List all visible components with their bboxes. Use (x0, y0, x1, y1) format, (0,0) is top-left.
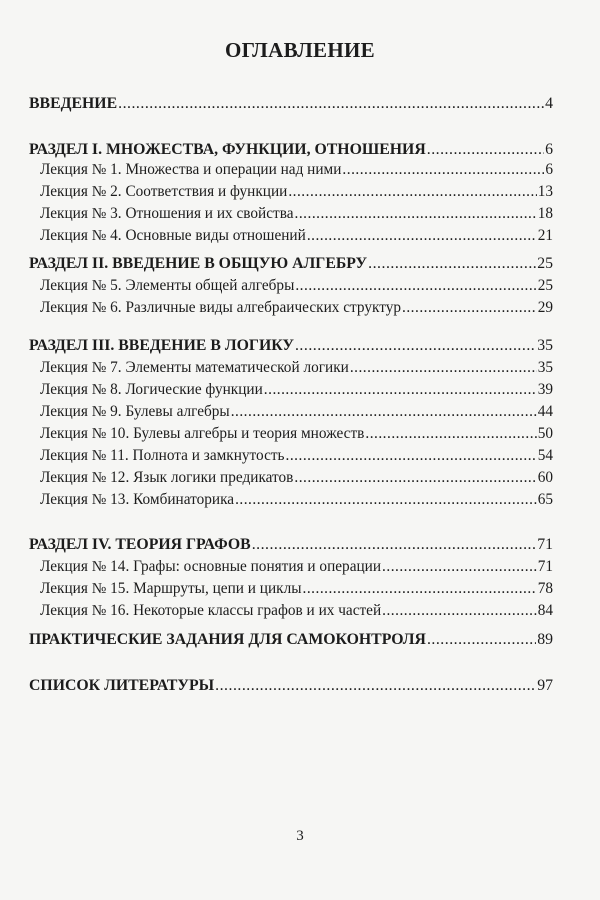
dot-leader (365, 424, 536, 444)
toc-lecture-entry (40, 490, 553, 510)
toc-section-entry (29, 140, 553, 160)
entry-label: ВВЕДЕНИЕ (29, 95, 118, 112)
toc-lecture-entry (40, 276, 553, 296)
dot-leader (427, 630, 536, 650)
dot-leader (231, 402, 537, 422)
entry-label: Лекция № 7. Элементы математической логики (40, 359, 349, 376)
toc-lecture-entry (40, 446, 553, 466)
toc-section-entry (29, 535, 553, 555)
dot-leader (368, 254, 536, 274)
toc-lecture-entry (40, 358, 553, 378)
entry-label: РАЗДЕЛ I. МНОЖЕСТВА, ФУНКЦИИ, ОТНОШЕНИЯ (29, 141, 426, 158)
entry-page: 44 (537, 403, 553, 420)
entry-page: 13 (537, 183, 553, 200)
entry-label: РАЗДЕЛ III. ВВЕДЕНИЕ В ЛОГИКУ (29, 337, 294, 354)
entry-page: 71 (537, 536, 553, 553)
entry-page: 4 (545, 95, 553, 112)
entry-page: 29 (537, 299, 553, 316)
dot-leader (307, 226, 537, 246)
entry-page: 65 (537, 491, 553, 508)
toc-lecture-entry (40, 160, 553, 180)
toc-section-entry (29, 630, 553, 650)
entry-label: Лекция № 2. Соответствия и функции (40, 183, 288, 200)
dot-leader (295, 276, 536, 296)
entry-label: Лекция № 6. Различные виды алгебраических структур (40, 299, 402, 316)
toc-lecture-entry (40, 226, 553, 246)
entry-label: Лекция № 5. Элементы общей алгебры (40, 277, 295, 294)
entry-page: 35 (537, 337, 553, 354)
toc-lecture-entry (40, 468, 553, 488)
toc-section-entry (29, 254, 553, 274)
entry-page: 71 (537, 558, 553, 575)
dot-leader (235, 490, 537, 510)
entry-label: СПИСОК ЛИТЕРАТУРЫ (29, 677, 215, 694)
dot-leader (286, 446, 537, 466)
toc-section-entry (29, 676, 553, 696)
entry-page: 6 (545, 161, 553, 178)
entry-page: 6 (545, 141, 553, 158)
toc-lecture-entry (40, 601, 553, 621)
toc-lecture-entry (40, 557, 553, 577)
entry-label: Лекция № 1. Множества и операции над ними (40, 161, 342, 178)
toc-section-entry (29, 336, 553, 356)
dot-leader (288, 182, 536, 202)
entry-label: Лекция № 15. Маршруты, цепи и циклы (40, 580, 302, 597)
entry-label: Лекция № 10. Булевы алгебры и теория множеств (40, 425, 365, 442)
dot-leader (215, 676, 536, 696)
entry-label: Лекция № 14. Графы: основные понятия и операции (40, 558, 382, 575)
dot-leader (382, 601, 537, 621)
entry-label: Лекция № 4. Основные виды отношений (40, 227, 306, 244)
entry-page: 60 (537, 469, 553, 486)
dot-leader (252, 535, 537, 555)
dot-leader (402, 298, 537, 318)
entry-label: Лекция № 13. Комбинаторика (40, 491, 235, 508)
dot-leader (342, 160, 544, 180)
toc-lecture-entry (40, 579, 553, 599)
toc-lecture-entry (40, 204, 553, 224)
entry-page: 35 (537, 359, 553, 376)
entry-label: Лекция № 9. Булевы алгебры (40, 403, 230, 420)
entry-page: 84 (537, 602, 553, 619)
toc-lecture-entry (40, 182, 553, 202)
dot-leader (294, 468, 536, 488)
dot-leader (118, 94, 544, 114)
dot-leader (295, 204, 537, 224)
page-title: ОГЛАВЛЕНИЕ (225, 38, 375, 62)
dot-leader (303, 579, 537, 599)
page-number: 3 (296, 828, 304, 844)
entry-label: Лекция № 12. Язык логики предикатов (40, 469, 294, 486)
entry-label: Лекция № 16. Некоторые классы графов и их частей (40, 602, 382, 619)
dot-leader (295, 336, 536, 356)
toc-lecture-entry (40, 402, 553, 422)
entry-page: 39 (537, 381, 553, 398)
entry-label: Лекция № 11. Полнота и замкнутость (40, 447, 285, 464)
dot-leader (382, 557, 537, 577)
entry-label: Лекция № 3. Отношения и их свойства (40, 205, 294, 222)
entry-label: ПРАКТИЧЕСКИЕ ЗАДАНИЯ ДЛЯ САМОКОНТРОЛЯ (29, 631, 426, 648)
entry-label: Лекция № 8. Логические функции (40, 381, 263, 398)
entry-page: 78 (537, 580, 553, 597)
toc-lecture-entry (40, 424, 553, 444)
entry-page: 21 (537, 227, 553, 244)
entry-page: 18 (537, 205, 553, 222)
entry-page: 54 (537, 447, 553, 464)
toc-lecture-entry (40, 380, 553, 400)
dot-leader (350, 358, 537, 378)
entry-page: 50 (537, 425, 553, 442)
toc-section-entry (29, 94, 553, 114)
entry-page: 89 (537, 631, 553, 648)
entry-label: РАЗДЕЛ IV. ТЕОРИЯ ГРАФОВ (29, 536, 251, 553)
dot-leader (264, 380, 537, 400)
dot-leader (427, 140, 544, 160)
toc-lecture-entry (40, 298, 553, 318)
entry-page: 25 (537, 255, 553, 272)
entry-page: 25 (537, 277, 553, 294)
entry-page: 97 (537, 677, 553, 694)
entry-label: РАЗДЕЛ II. ВВЕДЕНИЕ В ОБЩУЮ АЛГЕБРУ (29, 255, 368, 272)
